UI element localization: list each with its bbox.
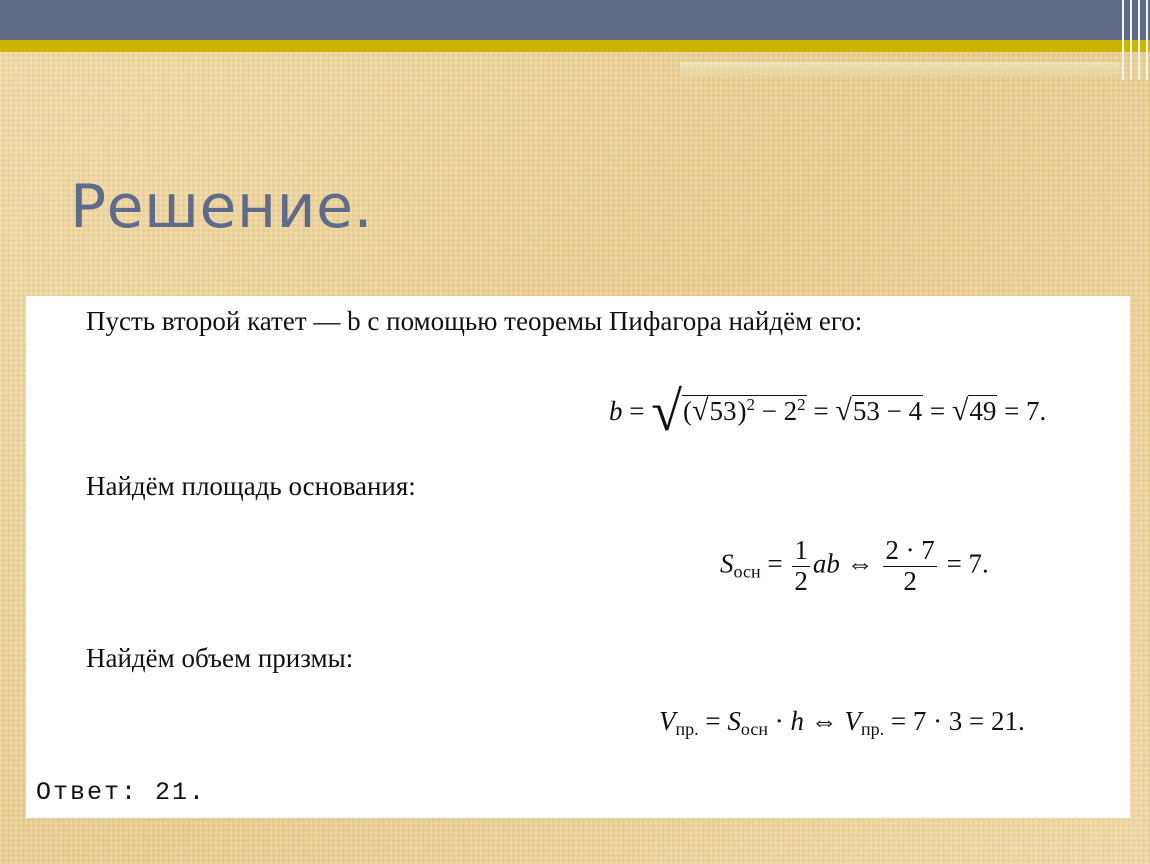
solution-panel [26, 296, 1130, 818]
slide-title: Решение. [70, 172, 374, 242]
step3-text: Найдём объем призмы: [86, 643, 354, 673]
decorative-edge-lines [1116, 0, 1150, 80]
step1-text: Пусть второй катет — b с помощью теоремы Пифагора найдём его: [86, 306, 863, 336]
top-bar [0, 0, 1150, 40]
answer-text: Ответ: 21. [36, 778, 207, 807]
step2-text: Найдём площадь основания: [86, 471, 416, 501]
decorative-stripe [680, 62, 1120, 76]
top-bar-accent [0, 40, 1150, 52]
volume-formula: $V_{пр.} = S_{осн} \cdot h$ ⇔ $V_{пр.} = 7 \cdot 3 = 21$. [659, 706, 1025, 739]
base-area-formula: $S_{осн}$ = $\frac{1}{2}$ ab ⇔ $\frac{2 \cdot 7}{2}$ = 7. [720, 535, 989, 596]
pythagoras-formula: $b = √(√53)^2 - 2^2 = √53 - 4 = √49 = 7$. [609, 381, 1047, 443]
